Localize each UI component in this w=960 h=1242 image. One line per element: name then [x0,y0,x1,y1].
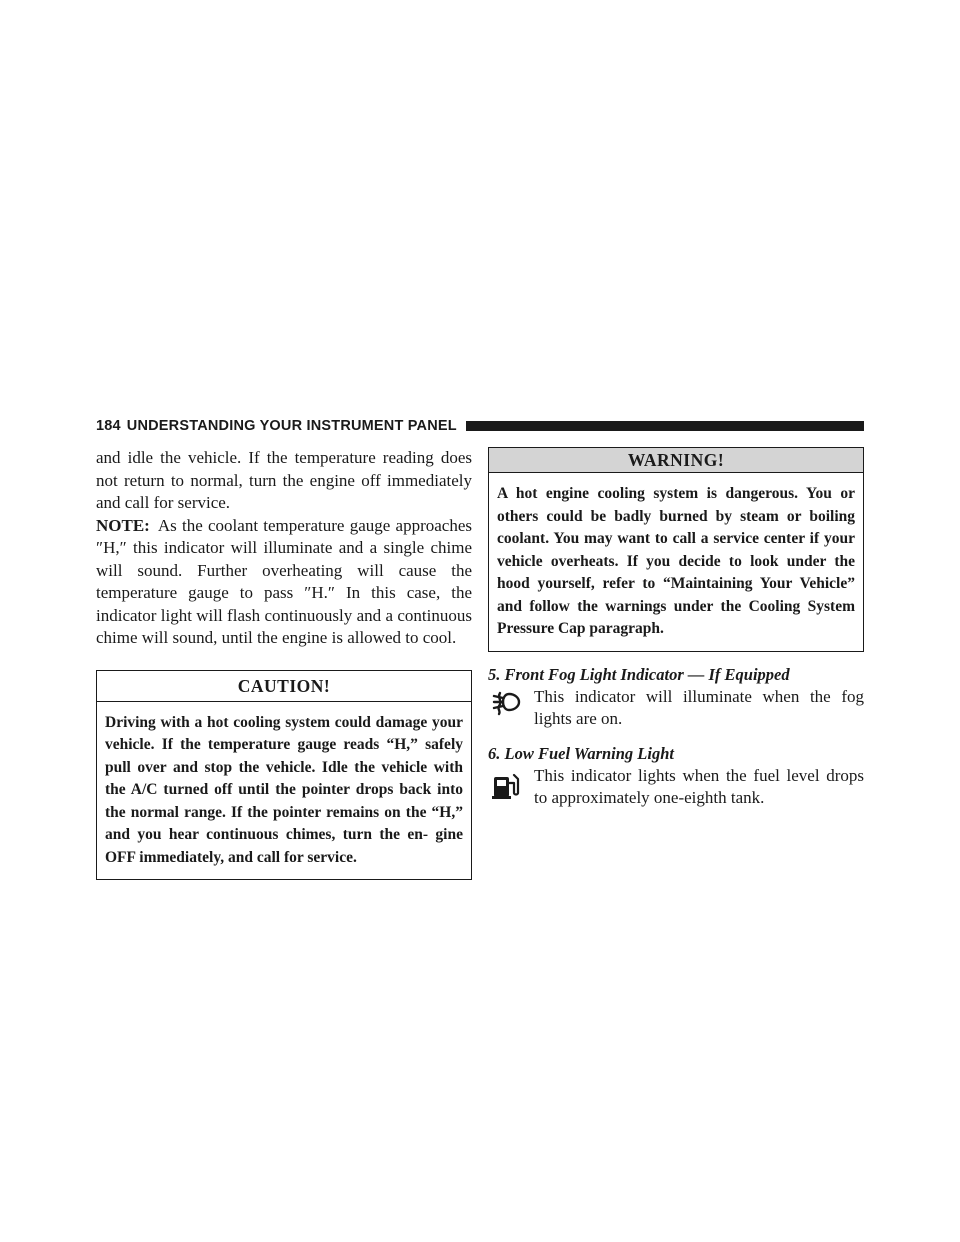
warning-title: WARNING! [489,448,863,473]
item-description: This indicator lights when the fuel level drops to approximately one-eighth tank. [534,765,864,807]
section-title: UNDERSTANDING YOUR INSTRUMENT PANEL [126,418,457,434]
header-rule [466,421,864,431]
fog-light-icon [490,688,524,722]
page-number: 184 [96,418,121,434]
indicator-item-fog-light [488,664,864,731]
right-column [488,447,864,810]
warning-box [488,447,864,652]
item-heading: 6. Low Fuel Warning Light [488,743,674,763]
item-description: This indicator will illuminate when the fog lights are on. [534,686,864,728]
page-header [96,414,864,438]
note-label: NOTE: [96,515,150,535]
caution-text: Driving with a hot cooling system could damage your vehicle. If the temperature gauge reads “H,” safely pull over and stop the vehicle. Idle the vehicle with the A/C turned off until the pointer drops back into the normal range. If the pointer remains on the “H,” and you hear continuous chimes, turn the en- gine OFF immediately, and call for service. [105,713,463,866]
note-text: As the coolant temperature gauge approaches ″H,″ this indicator will illuminate and a single chime will sound. Further overheating will cause the temperature gauge to pass ″H.″ In this case, the indicator light will flash continuously and a continuous chime will sound, until the engine is allowed to cool. [96,515,472,647]
item-heading: 5. Front Fog Light Indicator — If Equipped [488,664,790,684]
warning-text: A hot engine cooling system is dangerous. You or others could be badly burned by steam or boiling coolant. You may want to call a service center if your vehicle overheats. If you decide to look under the hood yourself, refer to “Maintaining Your Vehicle” and follow the warnings under the Cooling System Pressure Cap paragraph. [497,485,855,637]
caution-title: CAUTION! [97,671,471,702]
fuel-pump-icon [490,767,524,801]
indicator-item-low-fuel [488,743,864,810]
left-column [96,447,472,880]
intro-paragraph: and idle the vehicle. If the temperature reading does not return to normal, turn the engine off immediately and call for service. [96,448,472,512]
caution-box [96,670,472,881]
note-paragraph [96,515,472,650]
